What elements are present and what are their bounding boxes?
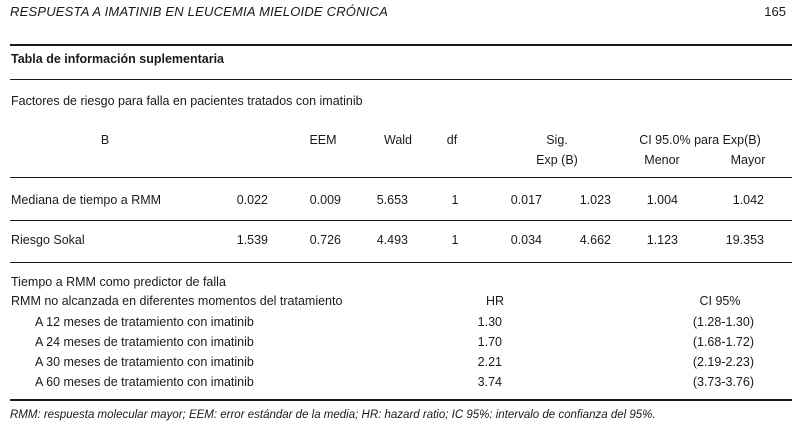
cell-ci-lower: 1.004 xyxy=(646,193,678,207)
predictor-ci: (1.68-1.72) xyxy=(692,335,754,349)
predictor-ci: (3.73-3.76) xyxy=(692,375,754,389)
predictor-ci: (2.19-2.23) xyxy=(692,355,754,369)
predictor-hr: 1.30 xyxy=(477,315,502,329)
rule-under-headers xyxy=(10,177,792,178)
row-label: Riesgo Sokal xyxy=(11,233,85,247)
cell-eem: 0.009 xyxy=(309,193,341,207)
predictor-hr: 2.21 xyxy=(477,355,502,369)
predictor-hr: 3.74 xyxy=(477,375,502,389)
header-sig: Sig. xyxy=(546,133,568,147)
header-ci-95: CI 95% xyxy=(699,294,741,308)
cell-eem: 0.726 xyxy=(309,233,341,247)
cell-b: 0.022 xyxy=(236,193,268,207)
running-title: RESPUESTA A IMATINIB EN LEUCEMIA MIELOIDE CRÓNICA xyxy=(10,4,388,19)
rule-under-title xyxy=(10,79,792,80)
predictor-ci: (1.28-1.30) xyxy=(692,315,754,329)
bottom-rule xyxy=(10,399,792,401)
header-df: df xyxy=(446,133,458,147)
risk-factors-title: Factores de riesgo para falla en pacientes tratados con imatinib xyxy=(11,94,363,108)
header-b: B xyxy=(100,133,110,147)
cell-sig: 0.017 xyxy=(510,193,542,207)
header-exp-b: Exp (B) xyxy=(536,153,578,167)
cell-wald: 5.653 xyxy=(376,193,408,207)
section-divider xyxy=(10,262,792,263)
predictor-hr: 1.70 xyxy=(477,335,502,349)
row-label: Mediana de tiempo a RMM xyxy=(11,193,162,207)
cell-b: 1.539 xyxy=(236,233,268,247)
cell-df: 1 xyxy=(451,233,459,247)
cell-exp-b: 4.662 xyxy=(579,233,611,247)
predictor-title: Tiempo a RMM como predictor de falla xyxy=(11,275,226,289)
header-hr: HR xyxy=(485,294,505,308)
predictor-row-label: A 24 meses de tratamiento con imatinib xyxy=(35,335,254,349)
header-ci-group: CI 95.0% para Exp(B) xyxy=(639,133,761,147)
header-ci-lower: Menor xyxy=(644,153,680,167)
table-title: Tabla de información suplementaria xyxy=(11,52,225,66)
cell-ci-lower: 1.123 xyxy=(646,233,678,247)
cell-df: 1 xyxy=(451,193,459,207)
page-number: 165 xyxy=(764,4,786,19)
top-rule xyxy=(10,44,792,46)
predictor-subtitle: RMM no alcanzada en diferentes momentos del tratamiento xyxy=(11,294,343,308)
cell-ci-upper: 1.042 xyxy=(732,193,764,207)
cell-exp-b: 1.023 xyxy=(579,193,611,207)
predictor-row-label: A 30 meses de tratamiento con imatinib xyxy=(35,355,254,369)
row-divider xyxy=(10,220,792,221)
cell-ci-upper: 19.353 xyxy=(725,233,764,247)
cell-sig: 0.034 xyxy=(510,233,542,247)
cell-wald: 4.493 xyxy=(376,233,408,247)
header-ci-upper: Mayor xyxy=(730,153,766,167)
predictor-row-label: A 12 meses de tratamiento con imatinib xyxy=(35,315,254,329)
footnote: RMM: respuesta molecular mayor; EEM: error estándar de la media; HR: hazard ratio; IC 95%: intervalo de confianza del 95%. xyxy=(10,409,656,421)
header-wald: Wald xyxy=(383,133,412,147)
predictor-row-label: A 60 meses de tratamiento con imatinib xyxy=(35,375,254,389)
header-eem: EEM xyxy=(309,133,337,147)
